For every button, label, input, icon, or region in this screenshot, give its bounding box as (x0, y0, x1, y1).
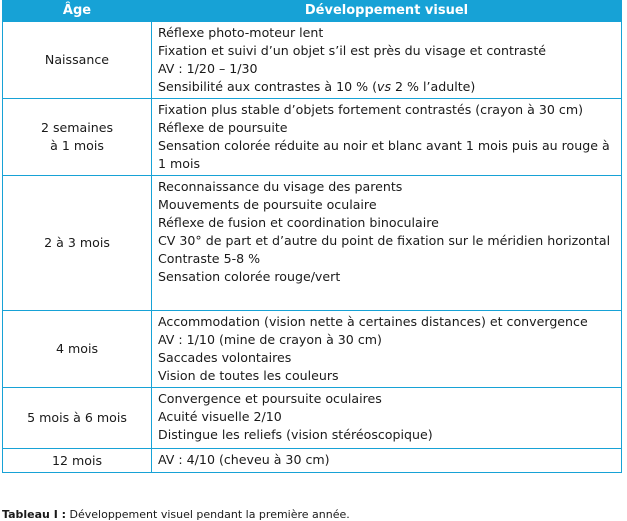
header-age: Âge (3, 1, 152, 22)
development-item: Reconnaissance du visage des parents (158, 179, 403, 194)
development-item: Fixation et suivi d’un objet s’il est près du visage et contrasté (158, 43, 547, 58)
development-item: CV 30° de part et d’autre du point de fixation sur le méridien horizontal (158, 233, 611, 248)
caption-text: Développement visuel pendant la première année. (66, 508, 350, 521)
development-item: Convergence et poursuite oculaires (158, 391, 382, 406)
development-item: Mouvements de poursuite oculaire (158, 197, 377, 212)
development-item: Réflexe de fusion et coordination binoculaire (158, 215, 439, 230)
development-item: Sensation colorée réduite au noir et blanc avant 1 mois puis au rouge à 1 mois (158, 138, 610, 171)
age-cell (3, 388, 152, 449)
development-cell (152, 176, 622, 311)
table-row (3, 388, 622, 449)
development-item: AV : 1/20 – 1/30 (158, 61, 258, 76)
visual-development-table (2, 0, 622, 473)
development-item: Fixation plus stable d’objets fortement contrastés (crayon à 30 cm) (158, 102, 583, 117)
development-cell (152, 388, 622, 449)
development-item: Réflexe de poursuite (158, 120, 288, 135)
caption-label: Tableau I : (2, 508, 67, 521)
age-cell (3, 22, 152, 99)
development-item: Réflexe photo-moteur lent (158, 25, 324, 40)
development-cell (152, 22, 622, 99)
development-item: Vision de toutes les couleurs (158, 368, 339, 383)
development-item: AV : 4/10 (cheveu à 30 cm) (158, 452, 330, 467)
table-row (3, 22, 622, 99)
development-cell (152, 449, 622, 473)
age-label: 12 mois (51, 452, 103, 468)
age-label: à 1 mois (50, 138, 104, 153)
development-item: Contraste 5-8 % (158, 251, 261, 266)
development-item: Sensation colorée rouge/vert (158, 269, 341, 284)
development-item: Sensibilité aux contrastes à 10 % (vs 2 % l’adulte) (158, 79, 476, 94)
age-label: Naissance (44, 52, 110, 67)
table-row (3, 99, 622, 176)
development-item: Distingue les reliefs (vision stéréoscopique) (158, 427, 433, 442)
development-cell (152, 311, 622, 388)
development-cell (152, 99, 622, 176)
development-item: Saccades volontaires (158, 350, 292, 365)
age-cell (3, 311, 152, 388)
age-label: 2 à 3 mois (44, 235, 110, 250)
table-row (3, 176, 622, 311)
table-caption (2, 508, 350, 521)
development-item: AV : 1/10 (mine de crayon à 30 cm) (158, 332, 382, 347)
age-cell (3, 176, 152, 311)
table-row (3, 311, 622, 388)
age-label: 5 mois à 6 mois (27, 410, 127, 425)
header-development: Développement visuel (152, 1, 622, 22)
table-header-row (3, 1, 622, 22)
age-cell (3, 99, 152, 176)
age-label: 2 semaines (40, 120, 114, 135)
age-label: 4 mois (55, 341, 99, 356)
development-item: Acuité visuelle 2/10 (158, 409, 282, 424)
development-item: Accommodation (vision nette à certaines distances) et convergence (158, 314, 588, 329)
age-cell (3, 449, 152, 473)
development-table-container (2, 0, 622, 473)
table-row (3, 449, 622, 473)
